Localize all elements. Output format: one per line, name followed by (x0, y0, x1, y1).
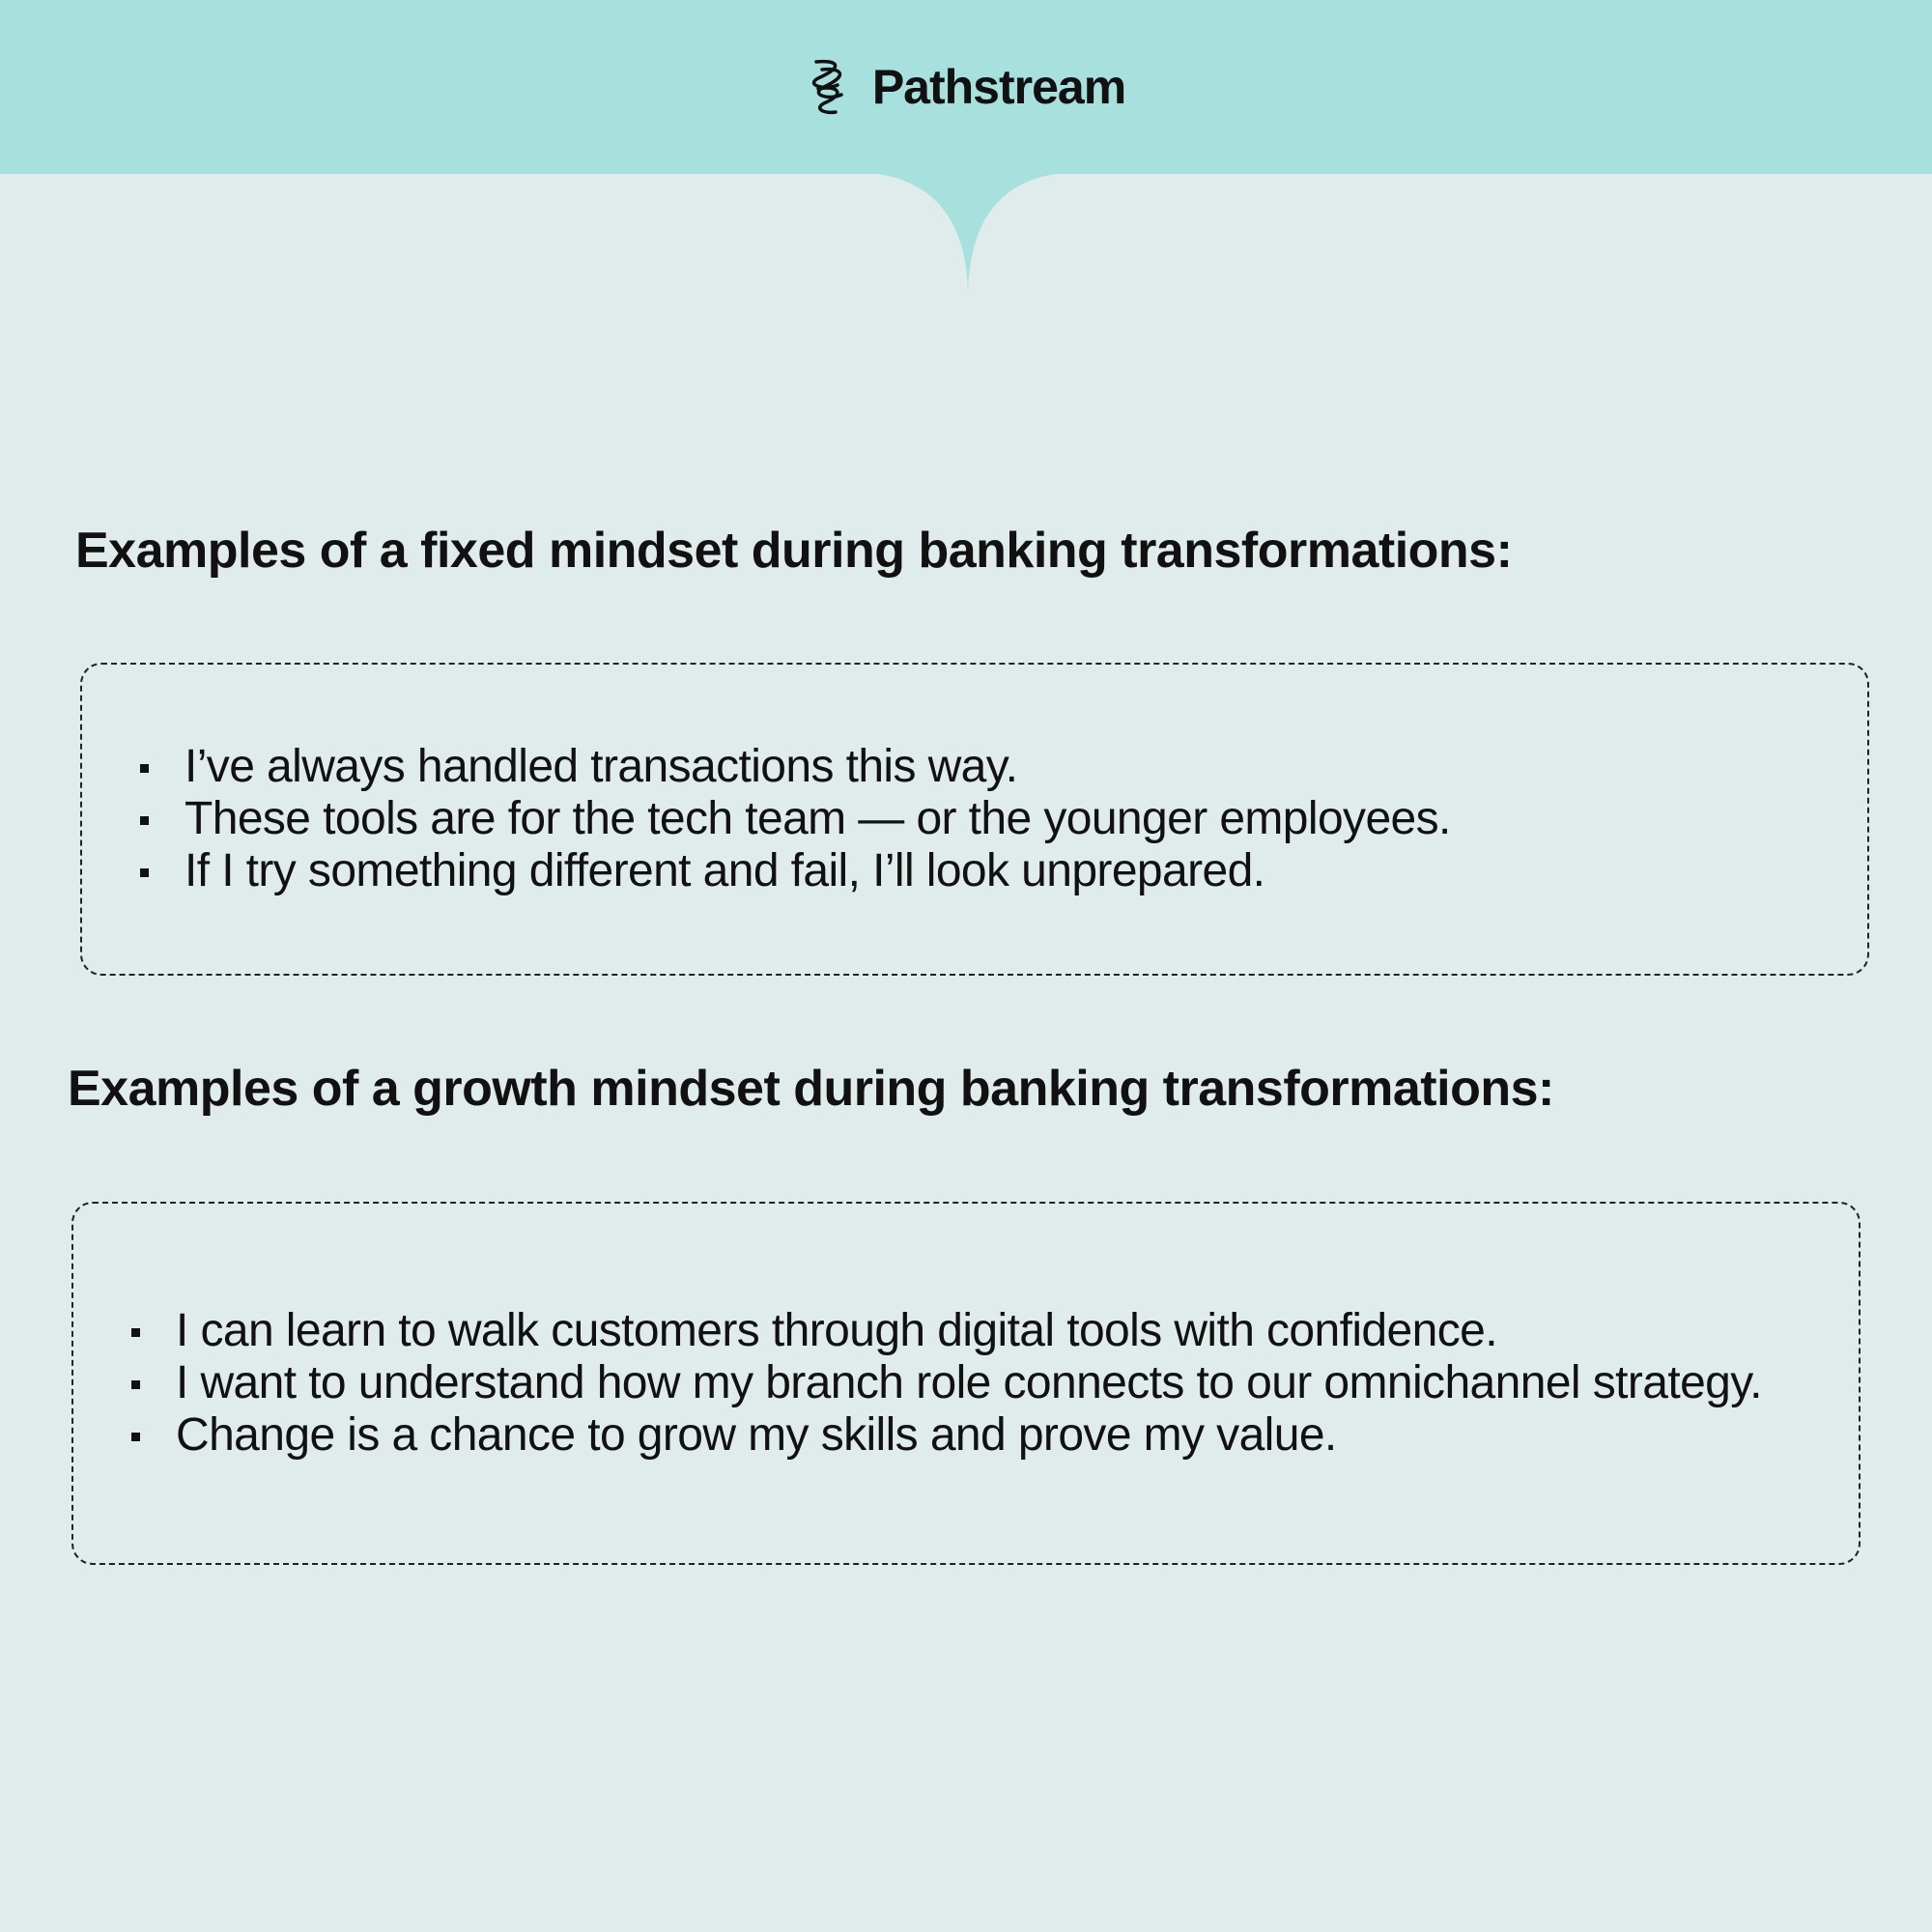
fixed-mindset-item: If I try something different and fail, I’ll look unprepared. (140, 845, 1782, 897)
pathstream-ribbon-icon (807, 56, 851, 118)
growth-mindset-item: I can learn to walk customers through digital tools with confidence. (131, 1305, 1774, 1357)
brand-name: Pathstream (871, 60, 1126, 114)
fixed-mindset-item: I’ve always handled transactions this way. (140, 741, 1782, 793)
growth-mindset-box (71, 1202, 1861, 1565)
fixed-mindset-item: These tools are for the tech team — or the younger employees. (140, 793, 1782, 845)
fixed-mindset-list (82, 741, 1782, 897)
growth-mindset-heading: Examples of a growth mindset during banking transformations: (68, 1061, 1554, 1117)
growth-mindset-item: I want to understand how my branch role connects to our omnichannel strategy. (131, 1357, 1774, 1409)
fixed-mindset-heading: Examples of a fixed mindset during banking transformations: (75, 523, 1513, 579)
brand (0, 46, 1932, 128)
growth-mindset-item: Change is a chance to grow my skills and prove my value. (131, 1409, 1774, 1462)
fixed-mindset-box (80, 663, 1869, 976)
growth-mindset-list (73, 1305, 1774, 1462)
